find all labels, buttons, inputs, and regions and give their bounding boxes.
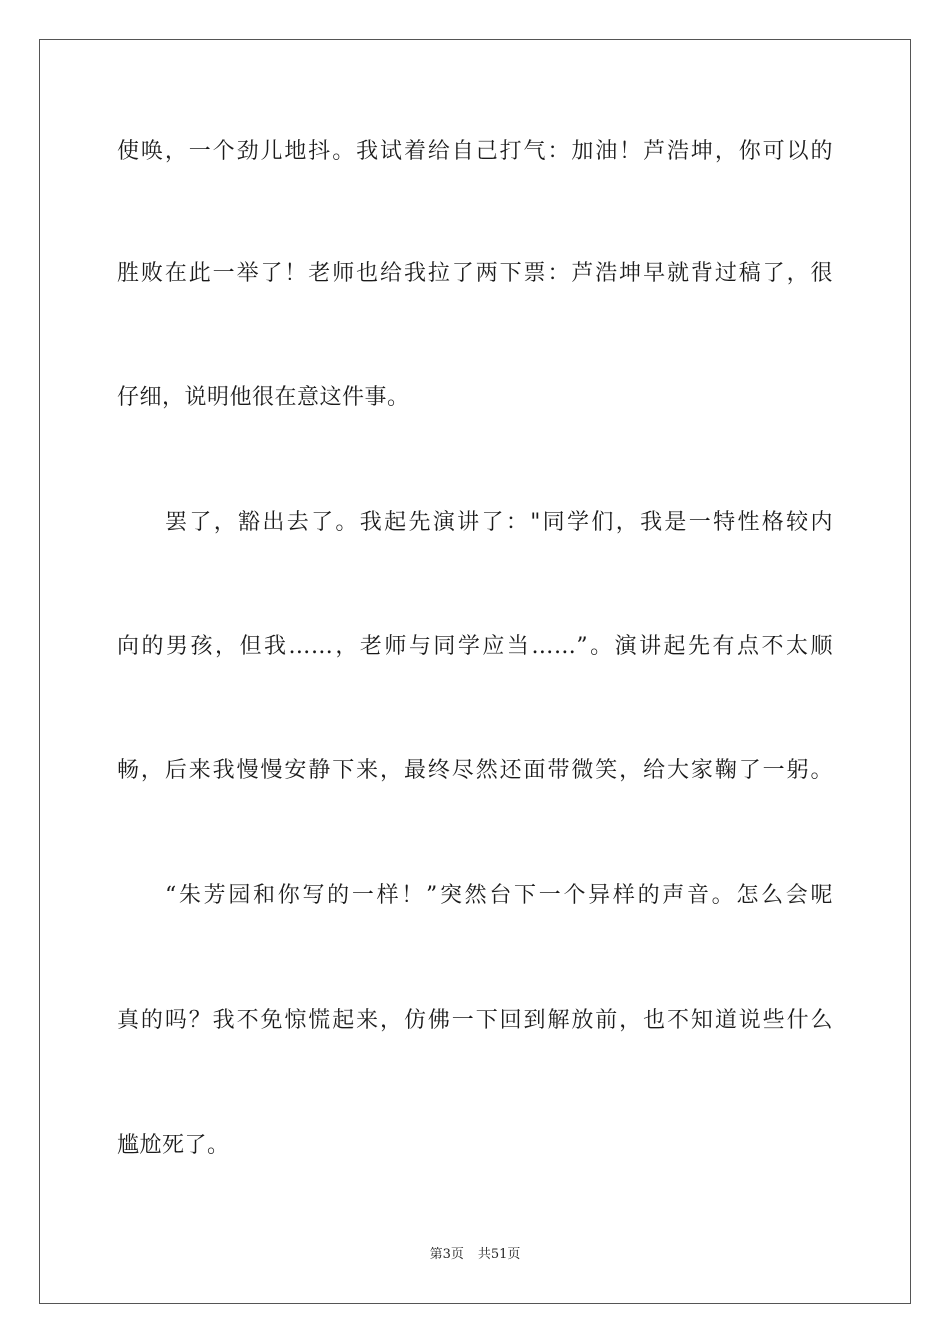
page-number: 第3页 [429,1247,464,1262]
text-line: 尴尬死了。 [117,1133,230,1158]
text-line: 畅，后来我慢慢安静下来，最终尽然还面带微笑，给大家鞠了一躬。 [117,758,833,783]
text-line: 仔细，说明他很在意这件事。 [117,385,410,410]
text-line: 真的吗？我不免惊慌起来，仿佛一下回到解放前，也不知道说些什么 [117,1008,833,1033]
page-total: 共51页 [477,1247,521,1262]
paragraph-start-line: “朱芳园和你写的一样！”突然台下一个异样的声音。怎么会呢 [165,883,833,908]
text-line: 向的男孩，但我……，老师与同学应当……”。演讲起先有点不太顺 [117,634,833,659]
paragraph-start-line: 罢了，豁出去了。我起先演讲了："同学们，我是一特性格较内 [165,510,833,535]
text-line: 使唤，一个劲儿地抖。我试着给自己打气：加油！芦浩坤，你可以的 [117,139,833,164]
page-frame [39,39,911,1304]
page-footer [0,1246,950,1264]
text-line: 胜败在此一举了！老师也给我拉了两下票：芦浩坤早就背过稿了，很 [117,261,833,286]
